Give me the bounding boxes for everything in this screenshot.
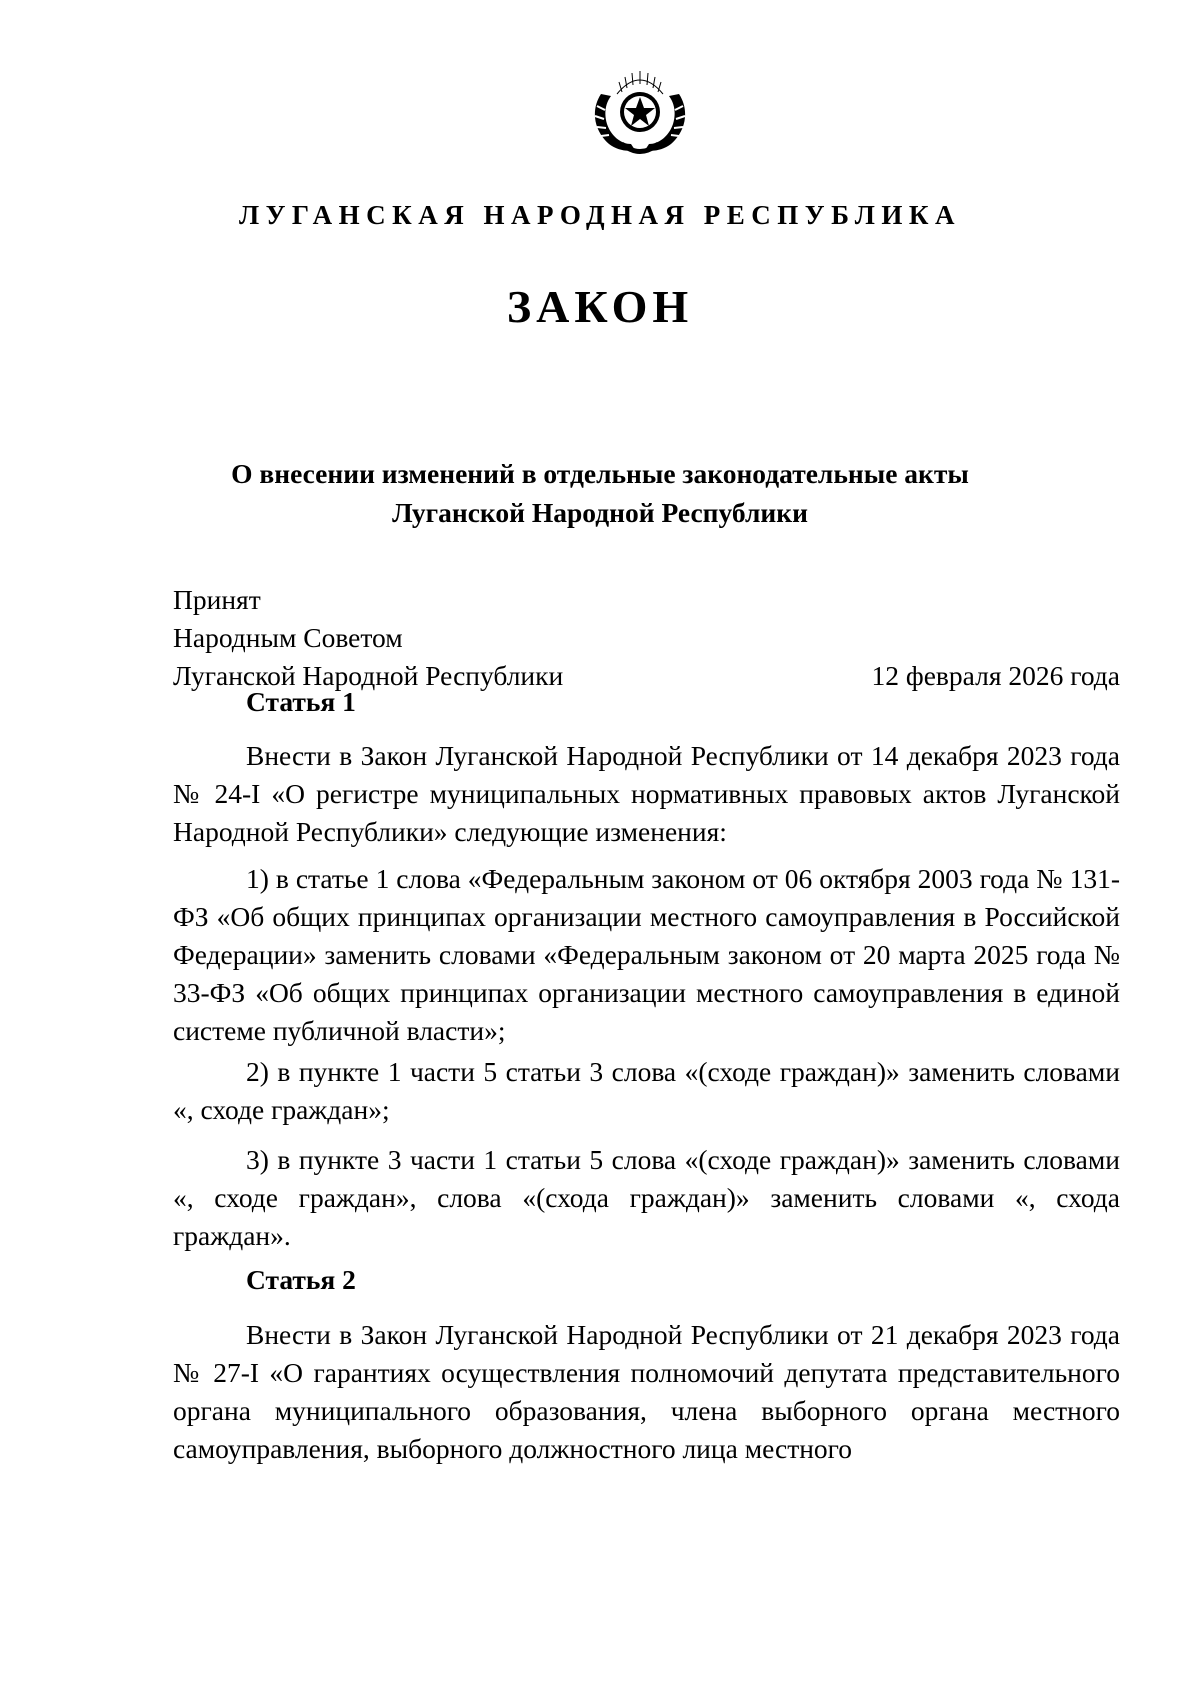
adoption-line-1: Принят bbox=[173, 584, 261, 615]
article-1-heading: Статья 1 bbox=[246, 686, 356, 717]
adoption-date: 12 февраля 2026 года bbox=[871, 660, 1120, 691]
article-1-intro: Внести в Закон Луганской Народной Республики от 14 декабря 2023 года № 24-I «О регистре муниципальных нормативных правовых актов Луганской Народной Республики» следующие изменения: bbox=[173, 740, 1120, 847]
article-2-intro: Внести в Закон Луганской Народной Республики от 21 декабря 2023 года № 27-I «О гарантиях осуществления полномочий депутата представительного органа муниципального образования, члена выборного органа местного самоуправления, выборного должностного лица местного bbox=[173, 1319, 1120, 1464]
article-1-item-2: 2) в пункте 1 части 5 статьи 3 слова «(сходе граждан)» заменить словами «, сходе граждан»; bbox=[173, 1056, 1120, 1125]
republic-name: ЛУГАНСКАЯ НАРОДНАЯ РЕСПУБЛИКА bbox=[238, 200, 961, 230]
law-subject-line-1: О внесении изменений в отдельные законодательные акты bbox=[231, 458, 969, 489]
document-type-title: ЗАКОН bbox=[506, 281, 694, 332]
adoption-line-3: Луганской Народной Республики bbox=[173, 660, 564, 691]
article-1-item-3: 3) в пункте 3 части 1 статьи 5 слова «(сходе граждан)» заменить словами «, сходе граждан», слова «(схода граждан)» заменить словами «, схода граждан». bbox=[173, 1144, 1120, 1251]
law-subject bbox=[0, 454, 1200, 532]
coat-of-arms-icon bbox=[587, 64, 693, 158]
article-2-heading: Статья 2 bbox=[246, 1264, 356, 1295]
adoption-block bbox=[173, 581, 1120, 695]
adoption-line-2: Народным Советом bbox=[173, 622, 403, 653]
article-1-item-1: 1) в статье 1 слова «Федеральным законом от 06 октября 2003 года № 131-ФЗ «Об общих принципах организации местного самоуправления в Российской Федерации» заменить словами «Федеральным законом от 20 марта 2025 года № 33-ФЗ «Об общих принципах организации местного самоуправления в единой системе публичной власти»; bbox=[173, 863, 1120, 1046]
law-subject-line-2: Луганской Народной Республики bbox=[392, 497, 808, 528]
